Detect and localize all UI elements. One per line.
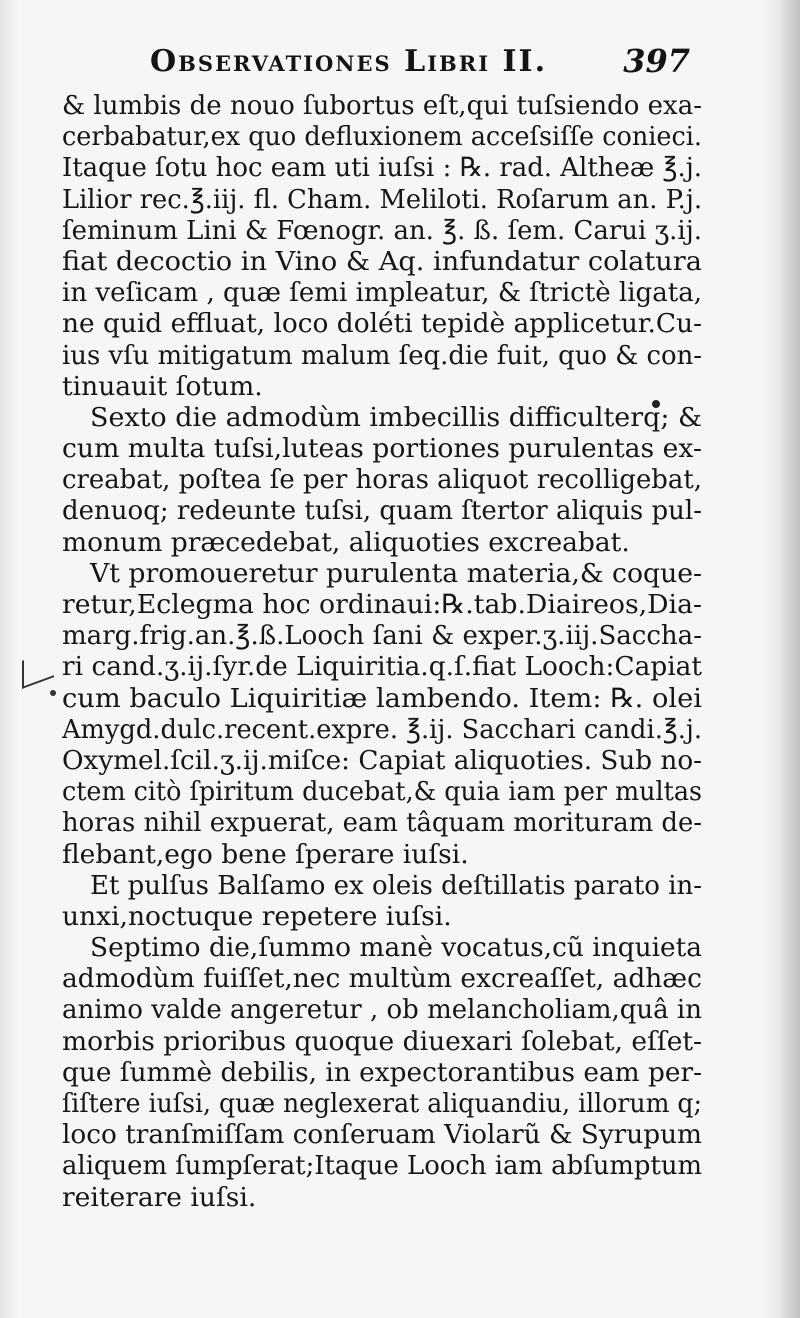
paragraph — [62, 402, 702, 558]
text-line: ſiſtere iuſsi, quæ neglexerat aliquandiu, illorum q; — [62, 1088, 702, 1119]
text-line: que ſummè debilis, in expectorantibus eam per- — [62, 1056, 702, 1088]
page-shadow-right — [762, 0, 800, 1318]
paragraph — [62, 90, 702, 402]
text-line: denuoq; redeunte tuſsi, quam ſtertor aliquis pul- — [62, 495, 702, 527]
ink-blot-mark — [50, 690, 56, 696]
text-line: Oxymel.ſcil.ʒ.ij.miſce: Capiat aliquoties. Sub no- — [62, 744, 702, 776]
text-line: Et pulſus Balſamo ex oleis deſtillatis parato in- — [90, 869, 702, 901]
paragraph — [62, 932, 702, 1213]
text-line: Lilior rec.℥.iij. fl. Cham. Meliloti. Roſarum an. P.j. — [62, 183, 702, 215]
text-line: flebant,ego bene ſperare iuſsi. — [62, 838, 469, 870]
text-line: creabat, poſtea ſe per horas aliquot recolligebat, — [62, 464, 702, 496]
page-number: 397 — [623, 42, 690, 80]
text-line: monum præcedebat, aliquoties excreabat. — [62, 526, 630, 558]
text-line: animo valde angeretur , ob melancholiam,quâ in — [62, 994, 702, 1026]
paragraph — [62, 870, 702, 932]
body-text — [62, 90, 702, 1213]
text-line: in veſicam , quæ ſemi impleatur, & ſtrictè ligata, — [62, 277, 702, 309]
text-line: admodùm fuiſſet,nec multùm excreaſſet, adhæc — [62, 963, 702, 995]
text-line: morbis prioribus quoque diuexari ſolebat, eſſet- — [62, 1025, 702, 1057]
text-line: tinuauit ſotum. — [62, 370, 263, 402]
text-line: loco tranſmiſſam conſeruam Violarũ & Syrupum — [62, 1119, 702, 1151]
text-line: ctem citò ſpiritum ducebat,& quia iam per multas — [62, 776, 702, 808]
text-line: retur,Eclegma hoc ordinaui:℞.tab.Diaireos,Dia- — [62, 589, 702, 620]
text-line: ius vſu mitigatum malum ſeq.die fuit, quo & con- — [62, 339, 702, 371]
text-line: Vt promoueretur purulenta materia,& coque- — [90, 557, 702, 589]
text-line: cerbabatur,ex quo defluxionem acceſsiſſe conieci. — [62, 121, 702, 153]
text-line: aliquem ſumpſerat;Itaque Looch iam abſumptum — [62, 1150, 702, 1182]
text-line: Sexto die admodùm imbecillis difficulterq; & — [90, 401, 702, 433]
text-line: Itaque ſotu hoc eam uti iuſsi : ℞. rad. Altheæ ℥.j. — [62, 152, 702, 184]
text-line: ne quid effluat, loco doléti tepidè applicetur.Cu- — [62, 308, 702, 340]
text-line: unxi,noctuque repetere iuſsi. — [62, 900, 452, 932]
page-shadow-left — [0, 0, 18, 1318]
text-line: Amygd.dulc.recent.expre. ℥.ij. Sacchari candi.℥.j. — [62, 713, 702, 745]
running-head: Observationes Libri II. — [150, 44, 548, 79]
text-line: & lumbis de nouo ſubortus eſt,qui tuſsiendo exa- — [62, 90, 702, 121]
margin-bracket-mark — [22, 649, 54, 689]
text-line: ri cand.ʒ.ij.ſyr.de Liquiritia.q.ſ.fiat Looch:Capiat — [62, 651, 702, 683]
paragraph — [62, 558, 702, 870]
text-line: reiterare iuſsi. — [62, 1181, 257, 1213]
text-line: horas nihil expuerat, eam tâquam morituram de- — [62, 807, 702, 839]
page-header — [150, 38, 690, 88]
text-line: Septimo die,ſummo manè vocatus,cũ inquieta — [90, 932, 702, 964]
text-line: fiat decoctio in Vino & Aq. infundatur colatura — [62, 245, 702, 277]
text-line: ſeminum Lini & Fœnogr. an. ℥. ß. ſem. Carui ʒ.ij. — [62, 214, 702, 246]
text-line: cum baculo Liquiritiæ lambendo. Item: ℞. olei — [62, 682, 702, 714]
text-line: cum multa tuſsi,luteas portiones purulentas ex- — [62, 433, 702, 465]
text-line: marg.frig.an.℥.ß.Looch ſani & exper.ʒ.iij.Saccha- — [62, 620, 702, 652]
